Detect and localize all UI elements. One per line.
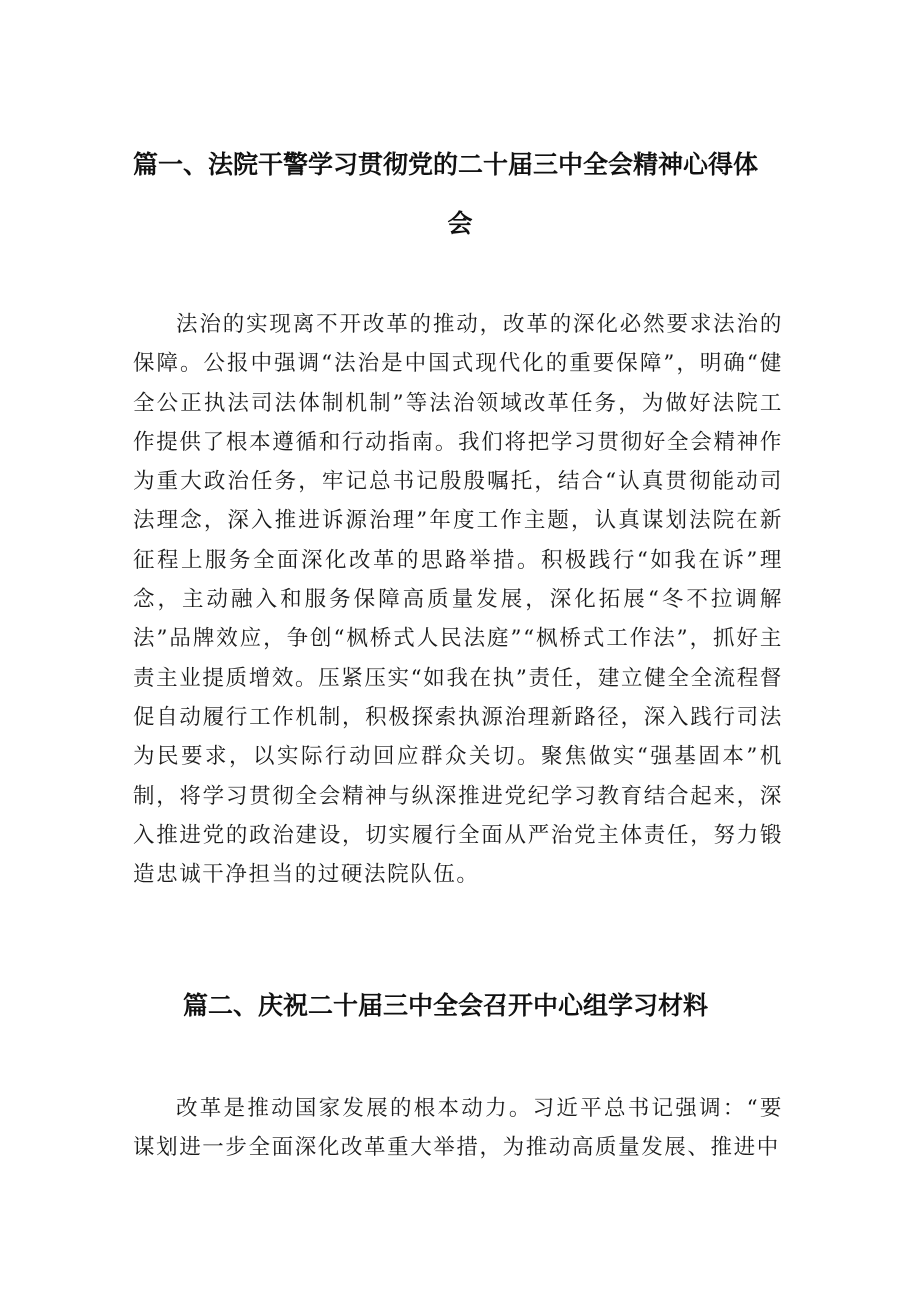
section1-paragraph: 法治的实现离不开改革的推动，改革的深化必然要求法治的保障。公报中强调“法治是中国式现代化的重要保障”，明确“健全公正执法司法体制机制”等法治领域改革任务，为做好法院工作提供了根本遵循和行动指南。我们将把学习贯彻好全会精神作为重大政治任务，牢记总书记殷殷嘱托，结合“认真贯彻能动司法理念，深入推进诉源治理”年度工作主题，认真谋划法院在新征程上服务全面深化改革的思路举措。积极践行“如我在诉”理念，主动融入和服务保障高质量发展，深化拓展“冬不拉调解法”品牌效应，争创“枫桥式人民法庭”“枫桥式工作法”，抓好主责主业提质增效。压紧压实“如我在执”责任，建立健全全流程督促自动履行工作机制，积极探索执源治理新路径，深入践行司法为民要求，以实际行动回应群众关切。聚焦做实“强基固本”机制，将学习贯彻全会精神与纵深推进党纪学习教育结合起来，深入推进党的政治建设，切实履行全面从严治党主体责任，努力锻造忠诚干净担当的过硬法院队伍。	[133, 312, 783, 888]
section2-paragraph: 改革是推动国家发展的根本动力。习近平总书记强调：“要谋划进一步全面深化改革重大举措，为推动高质量发展、推进中	[133, 1096, 783, 1161]
section1-title-line1: 篇一、法院干警学习贯彻党的二十届三中全会精神心得体	[133, 150, 759, 179]
section1-title-line2: 会	[447, 209, 473, 238]
section2-title: 篇二、庆祝二十届三中全会召开中心组学习材料	[183, 991, 709, 1020]
